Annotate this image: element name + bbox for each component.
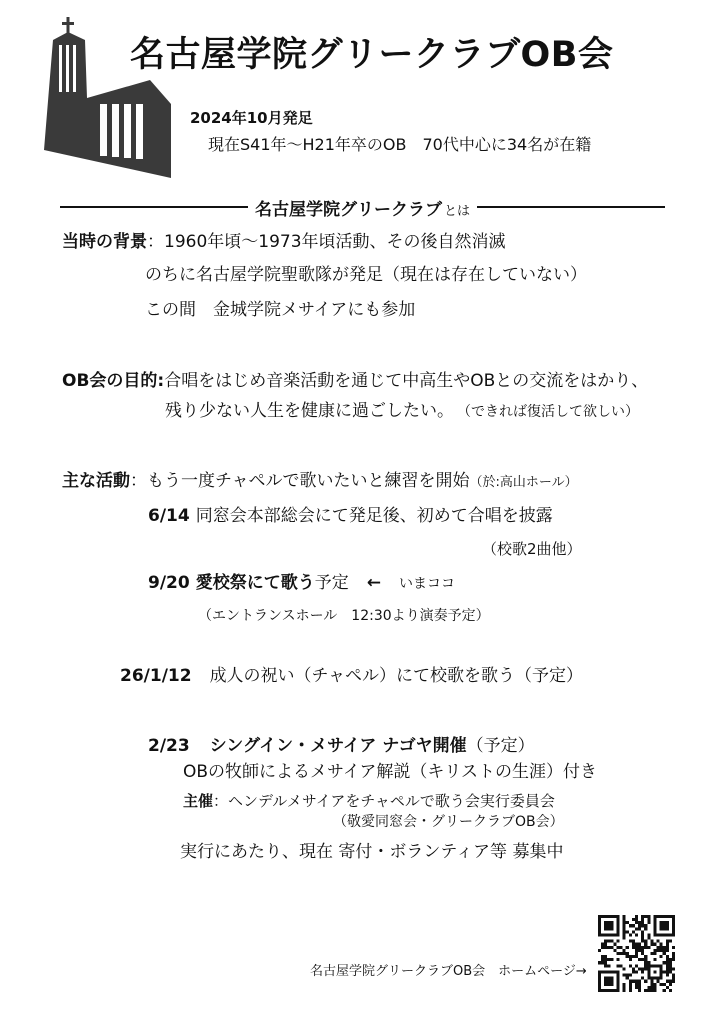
activities-intro-line xyxy=(62,471,578,491)
divider-line-left xyxy=(60,206,248,208)
activity-feb23-detail: OBの牧師によるメサイア解説（キリストの生涯）付き xyxy=(183,762,598,782)
organizer-name: ヘンデルメサイアをチャペルで歌う会実行委員会 xyxy=(228,792,555,810)
background-text-1: 1960年頃〜1973年頃活動、その後自然消滅 xyxy=(164,232,506,252)
organizer-sep: ： xyxy=(213,792,229,810)
about-heading-suffix: とは xyxy=(444,203,471,219)
purpose-text-1: 合唱をはじめ音楽活動を通じて中高生やOBとの交流をはかり、 xyxy=(164,371,649,391)
activity-sep20 xyxy=(148,573,455,593)
activity-feb23-status: （予定） xyxy=(466,736,535,756)
activities-intro: もう一度チャペルで歌いたいと練習を開始 xyxy=(147,471,470,491)
activity-sep20-date: 9/20 xyxy=(148,573,190,593)
about-heading xyxy=(248,195,477,220)
page-title: 名古屋学院グリークラブOB会 xyxy=(130,35,614,75)
left-arrow-icon: ← xyxy=(366,573,381,593)
activity-feb23-date: 2/23 xyxy=(148,736,190,756)
recruiting-notice: 実行にあたり、現在 寄付・ボランティア等 募集中 xyxy=(180,842,564,862)
church-cross xyxy=(62,17,74,34)
activity-jun14-text: 同窓会本部総会にて発足後、初めて合唱を披露 xyxy=(195,506,553,526)
about-heading-divider xyxy=(60,196,665,218)
purpose-text-2: 残り少ない人生を健康に過ごしたい。 xyxy=(165,401,454,421)
activities-intro-note: （於:高山ホール） xyxy=(469,475,578,490)
activity-sep20-marker: いまココ xyxy=(398,576,455,592)
organizer-note: （敬愛同窓会・グリークラブOB会） xyxy=(333,814,564,830)
activity-sep20-event: 愛校祭にて歌う xyxy=(195,573,315,593)
background-line-2: のちに名古屋学院聖歌隊が発足（現在は存在していない） xyxy=(145,265,587,285)
background-label: 当時の背景 xyxy=(62,232,147,252)
member-summary: 現在S41年〜H21年卒のOB 70代中心に34名が在籍 xyxy=(208,135,592,154)
background-sep: ： xyxy=(147,232,164,252)
activity-feb23-organizer-line xyxy=(183,791,555,811)
background-line-3: この間 金城学院メサイアにも参加 xyxy=(145,300,416,320)
activity-jan12 xyxy=(120,666,583,686)
activity-jan12-text: 成人の祝い（チャペル）にて校歌を歌う（予定） xyxy=(209,666,584,686)
purpose-note: （できれば復活して欲しい） xyxy=(464,404,639,420)
purpose-label: OB会の目的: xyxy=(62,371,165,391)
homepage-label: 名古屋学院グリークラブOB会 ホームページ→ xyxy=(310,964,587,979)
activity-jan12-date: 26/1/12 xyxy=(120,666,192,686)
activities-sep: ： xyxy=(130,471,147,491)
founded-date: 2024年10月発足 xyxy=(190,109,313,127)
activities-label: 主な活動 xyxy=(62,471,130,491)
divider-line-right xyxy=(477,206,665,208)
church-icon xyxy=(0,0,200,190)
background-line-1 xyxy=(62,232,506,252)
activity-feb23 xyxy=(148,736,535,756)
activity-jun14-note: （校歌2曲他） xyxy=(482,540,582,558)
activity-sep20-note: （エントランスホール 12:30より演奏予定） xyxy=(198,608,490,624)
tower-windows xyxy=(59,45,76,92)
organizer-label: 主催 xyxy=(183,792,214,810)
about-heading-title: 名古屋学院グリークラブ xyxy=(255,199,442,220)
activity-sep20-status: 予定 xyxy=(314,573,349,593)
activity-feb23-event: シングイン・メサイア ナゴヤ開催 xyxy=(209,736,467,756)
purpose-line-2 xyxy=(165,401,639,421)
activity-jun14 xyxy=(148,506,553,526)
purpose-line-1 xyxy=(62,371,648,391)
activity-jun14-date: 6/14 xyxy=(148,506,190,526)
qr-code-icon xyxy=(598,915,675,992)
